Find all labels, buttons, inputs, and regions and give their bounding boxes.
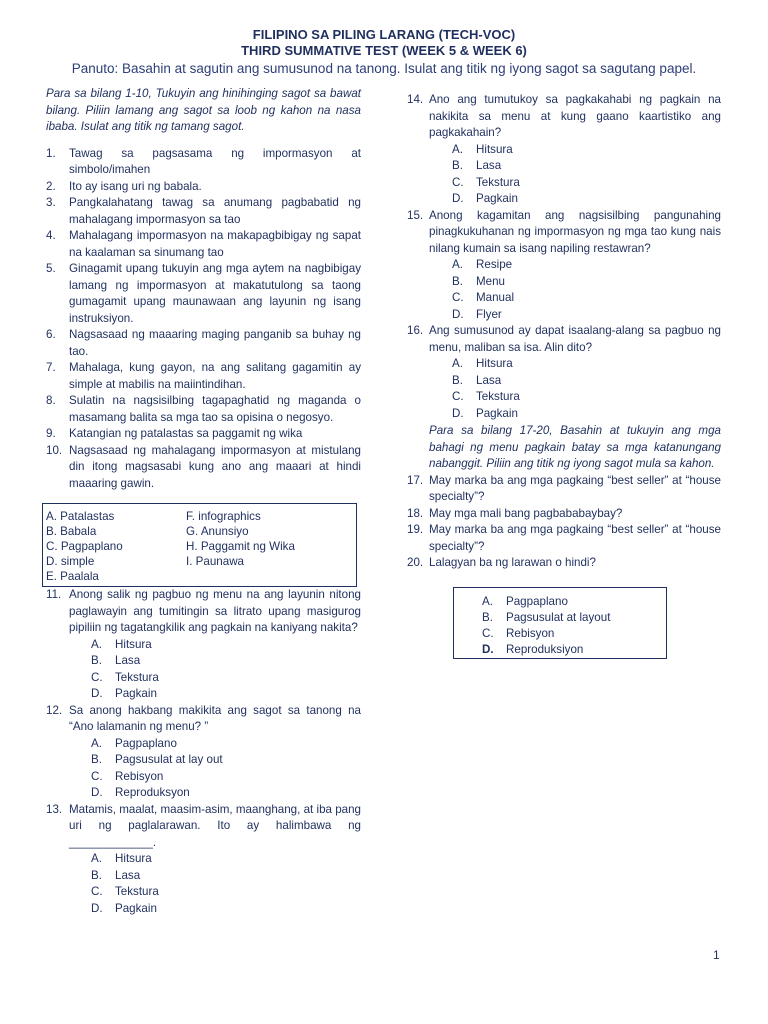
choice-item: D. simple bbox=[46, 555, 95, 568]
option-text: Lasa bbox=[476, 373, 502, 387]
question-6 bbox=[46, 327, 361, 360]
option-text: Hitsura bbox=[476, 142, 513, 156]
choice-item: I. Paunawa bbox=[186, 555, 245, 568]
option-item bbox=[91, 785, 361, 802]
option-letter: B. bbox=[452, 373, 463, 387]
choice-item: F. infographics bbox=[186, 510, 261, 523]
option-letter: C. bbox=[91, 885, 103, 898]
question-12 bbox=[46, 703, 361, 736]
option-letter: B. bbox=[91, 753, 102, 766]
option-item bbox=[91, 736, 361, 753]
option-letter: D. bbox=[91, 901, 103, 915]
question-16 bbox=[407, 323, 721, 356]
option-text: Menu bbox=[476, 274, 506, 288]
question-number: 2. bbox=[46, 179, 56, 193]
question-15 bbox=[407, 208, 721, 258]
question-number: 3. bbox=[46, 196, 56, 209]
option-item bbox=[452, 290, 721, 307]
question-19 bbox=[407, 522, 721, 555]
option-text: Rebisyon bbox=[506, 627, 555, 640]
right-column bbox=[407, 92, 721, 572]
question-8 bbox=[46, 393, 361, 426]
question-text: Sulatin na nagsisilbing tagapaghatid ng maganda o masamang balita sa mga tao sa opisina o negosyo. bbox=[69, 394, 361, 424]
choice-item bbox=[186, 569, 346, 584]
question-text: Nagsasaad ng mahalagang impormasyon at mistulang din itong magsasabi kung ano ang maaari at hindi maaaring gawin. bbox=[69, 443, 361, 490]
question-text: Mahalagang impormasyon na makapagbibigay ng sapat na kaalaman sa sinumang tao bbox=[69, 229, 361, 259]
question-number: 20. bbox=[407, 556, 424, 569]
option-text: Pagkain bbox=[476, 406, 518, 420]
questions-1-10 bbox=[46, 146, 361, 493]
option-item bbox=[91, 901, 361, 918]
question-10 bbox=[46, 443, 361, 493]
question-number: 17. bbox=[407, 473, 424, 487]
choice-item bbox=[482, 642, 666, 658]
option-letter: D. bbox=[452, 192, 464, 205]
question-number: 12. bbox=[46, 703, 63, 717]
question-text: May marka ba ang mga pagkaing “best seller” at “house specialty”? bbox=[429, 473, 721, 503]
option-text: Resipe bbox=[476, 258, 513, 271]
option-item bbox=[91, 637, 361, 654]
option-item bbox=[452, 307, 721, 324]
question-number: 7. bbox=[46, 361, 56, 374]
question-18 bbox=[407, 506, 721, 523]
option-text: Lasa bbox=[115, 654, 141, 667]
options-15 bbox=[452, 257, 721, 323]
question-20 bbox=[407, 555, 721, 572]
option-item bbox=[91, 851, 361, 868]
option-letter: A. bbox=[452, 142, 463, 156]
option-letter: A. bbox=[452, 258, 463, 271]
question-text: Ang sumusunod ay dapat isaalang-alang sa pagbuo ng menu, maliban sa isa. Alin dito? bbox=[429, 324, 721, 354]
choice-item: H. Paggamit ng Wika bbox=[186, 540, 295, 553]
option-text: Hitsura bbox=[115, 852, 152, 865]
option-item bbox=[91, 670, 361, 687]
question-text: Ano ang tumutukoy sa pagkakahabi ng pagkain na nakikita sa menu at kung gaano kaartistiko ang pagkakahain? bbox=[429, 93, 721, 139]
option-letter: C. bbox=[91, 769, 103, 783]
option-item bbox=[452, 373, 721, 390]
option-item bbox=[452, 158, 721, 175]
question-text: Tawag sa pagsasama ng impormasyon at simbolo/imahen bbox=[69, 146, 361, 176]
questions-11-13 bbox=[46, 587, 361, 917]
option-item bbox=[452, 142, 721, 159]
question-5 bbox=[46, 261, 361, 327]
document-title: FILIPINO SA PILING LARANG (TECH-VOC) bbox=[252, 27, 516, 42]
option-item bbox=[452, 356, 721, 373]
question-17 bbox=[407, 473, 721, 506]
option-text: Pagkain bbox=[476, 192, 518, 205]
question-number: 8. bbox=[46, 394, 56, 407]
option-text: Pagsusulat at layout bbox=[506, 611, 611, 624]
question-text: May mga mali bang pagbababaybay? bbox=[429, 506, 623, 520]
options-16 bbox=[452, 356, 721, 422]
option-text: Reproduksiyon bbox=[506, 643, 584, 656]
question-4 bbox=[46, 228, 361, 261]
question-text: Nagsasaad ng maaaring maging panganib sa buhay ng tao. bbox=[69, 328, 361, 358]
question-number: 15. bbox=[407, 208, 424, 222]
options-14 bbox=[452, 142, 721, 208]
document-header bbox=[0, 27, 768, 78]
option-letter: A. bbox=[91, 852, 102, 865]
section-intro-1-10: Para sa bilang 1-10, Tukuyin ang hinihinging sagot sa bawat bilang. Piliin lamang ang sagot sa loob ng kahon na nasa ibaba. Isulat ang titik ng tamang sagot. bbox=[46, 87, 361, 133]
option-letter: A. bbox=[91, 637, 102, 651]
option-item bbox=[452, 406, 721, 423]
option-text: Pagpaplano bbox=[115, 736, 177, 750]
option-item bbox=[91, 769, 361, 786]
question-number: 16. bbox=[407, 324, 424, 337]
page-number: 1 bbox=[713, 948, 720, 962]
option-text: Reproduksyon bbox=[115, 786, 190, 799]
option-item bbox=[91, 653, 361, 670]
question-number: 9. bbox=[46, 427, 56, 440]
option-letter: B. bbox=[452, 159, 463, 172]
question-number: 19. bbox=[407, 523, 424, 536]
question-1 bbox=[46, 146, 361, 179]
option-item bbox=[91, 868, 361, 885]
question-text: May marka ba ang mga pagkaing “best seller” at “house specialty”? bbox=[429, 523, 721, 553]
option-text: Tekstura bbox=[115, 885, 159, 898]
choice-item: A. Patalastas bbox=[46, 510, 115, 523]
question-text: Katangian ng patalastas sa paggamit ng wika bbox=[69, 427, 303, 440]
option-letter: C. bbox=[482, 627, 494, 640]
choice-item bbox=[482, 594, 666, 610]
option-text: Pagpaplano bbox=[506, 595, 568, 608]
option-item bbox=[452, 389, 721, 406]
section-intro-17-20: Para sa bilang 17-20, Basahin at tukuyin ang mga bahagi ng menu pagkain batay sa mga katanungang nabanggit. Piliin ang titik ng iyong sagot mula sa kahon. bbox=[429, 424, 721, 470]
left-column bbox=[46, 86, 361, 917]
question-number: 6. bbox=[46, 328, 56, 341]
questions-17-20 bbox=[407, 473, 721, 572]
question-11 bbox=[46, 587, 361, 637]
option-item bbox=[91, 752, 361, 769]
questions-14-16 bbox=[407, 92, 721, 422]
question-number: 18. bbox=[407, 506, 424, 520]
option-text: Tekstura bbox=[115, 670, 159, 684]
instructions: Panuto: Basahin at sagutin ang sumusunod na tanong. Isulat ang titik ng iyong sagot sa sagutang papel. bbox=[71, 61, 697, 76]
choice-item bbox=[482, 626, 666, 642]
option-text: Flyer bbox=[476, 307, 502, 321]
option-letter: D. bbox=[91, 786, 103, 799]
question-text: Anong kagamitan ang nagsisilbing pangunahing pinagkukuhanan ng impormasyon ng mga tao kung nais nilang kumain sa isang napiling restawran? bbox=[429, 208, 721, 255]
option-item bbox=[452, 191, 721, 208]
choice-item bbox=[482, 610, 666, 626]
question-number: 10. bbox=[46, 443, 63, 457]
answer-choices-box bbox=[42, 503, 357, 587]
option-text: Rebisyon bbox=[115, 769, 164, 783]
option-item bbox=[91, 686, 361, 703]
question-number: 5. bbox=[46, 262, 56, 275]
question-text: Anong salik ng pagbuo ng menu na ang layunin nitong paglawayin ang tumitingin sa litrato upang masigurog pipiliin ng tagatangkilik ang pagkain na kaniyang nakita? bbox=[69, 588, 361, 634]
options-12 bbox=[91, 736, 361, 802]
option-letter: B. bbox=[452, 274, 463, 288]
question-text: Ito ay isang uri ng babala. bbox=[69, 179, 202, 193]
option-text: Manual bbox=[476, 291, 515, 304]
question-number: 11. bbox=[46, 588, 62, 601]
document-subtitle: THIRD SUMMATIVE TEST (WEEK 5 & WEEK 6) bbox=[241, 43, 527, 58]
question-number: 1. bbox=[46, 146, 56, 160]
option-letter: A. bbox=[482, 595, 493, 608]
question-number: 14. bbox=[407, 93, 424, 106]
question-13 bbox=[46, 802, 361, 852]
option-item bbox=[91, 884, 361, 901]
option-letter: C. bbox=[452, 175, 464, 189]
option-item bbox=[452, 257, 721, 274]
option-text: Pagkain bbox=[115, 901, 157, 915]
option-text: Tekstura bbox=[476, 175, 520, 189]
option-item bbox=[452, 175, 721, 192]
option-letter: D. bbox=[91, 687, 103, 700]
question-text: Lalagyan ba ng larawan o hindi? bbox=[429, 556, 596, 569]
question-7 bbox=[46, 360, 361, 393]
question-3 bbox=[46, 195, 361, 228]
option-text: Pagsusulat at lay out bbox=[115, 753, 223, 766]
option-text: Pagkain bbox=[115, 687, 157, 700]
question-14 bbox=[407, 92, 721, 142]
option-letter: D. bbox=[482, 643, 494, 656]
option-text: Hitsura bbox=[115, 637, 152, 651]
options-13 bbox=[91, 851, 361, 917]
option-letter: C. bbox=[91, 670, 103, 684]
choice-item: B. Babala bbox=[46, 525, 97, 538]
option-letter: C. bbox=[452, 390, 464, 403]
option-letter: C. bbox=[452, 291, 464, 304]
option-letter: B. bbox=[91, 868, 102, 882]
option-text: Lasa bbox=[115, 868, 141, 882]
option-text: Tekstura bbox=[476, 390, 520, 403]
choice-item: G. Anunsiyo bbox=[186, 525, 249, 538]
option-letter: D. bbox=[452, 307, 464, 321]
option-text: Lasa bbox=[476, 159, 502, 172]
question-text: Mahalaga, kung gayon, na ang salitang gagamitin ay simple at mabilis na maiintindihan. bbox=[69, 361, 361, 391]
option-text: Hitsura bbox=[476, 357, 513, 370]
choice-item: E. Paalala bbox=[46, 570, 99, 583]
question-9 bbox=[46, 426, 361, 443]
option-letter: B. bbox=[91, 654, 102, 667]
question-text: Matamis, maalat, maasim-asim, maanghang, at iba pang uri ng paglalarawan. Ito ay halimbawa ng _____________. bbox=[69, 802, 361, 849]
question-text: Sa anong hakbang makikita ang sagot sa tanong na “Ano lalamanin ng menu? ” bbox=[69, 703, 361, 733]
question-number: 4. bbox=[46, 229, 56, 242]
option-letter: D. bbox=[452, 406, 464, 420]
options-11 bbox=[91, 637, 361, 703]
option-letter: B. bbox=[482, 611, 493, 624]
question-2 bbox=[46, 179, 361, 196]
answer-choices-box-17-20 bbox=[453, 587, 667, 659]
choice-item: C. Pagpaplano bbox=[46, 540, 123, 553]
question-text: Pangkalahatang tawag sa anumang pagbabatid ng mahalagang impormasyon sa tao bbox=[69, 196, 361, 226]
option-item bbox=[452, 274, 721, 291]
option-letter: A. bbox=[452, 357, 463, 370]
question-number: 13. bbox=[46, 802, 63, 816]
option-letter: A. bbox=[91, 736, 102, 750]
question-text: Ginagamit upang tukuyin ang mga aytem na nagbibigay lamang ng impormasyon at makatutulong sa taong gumagamit upang maunawaan ang layunin ng isang instruksiyon. bbox=[69, 262, 361, 325]
